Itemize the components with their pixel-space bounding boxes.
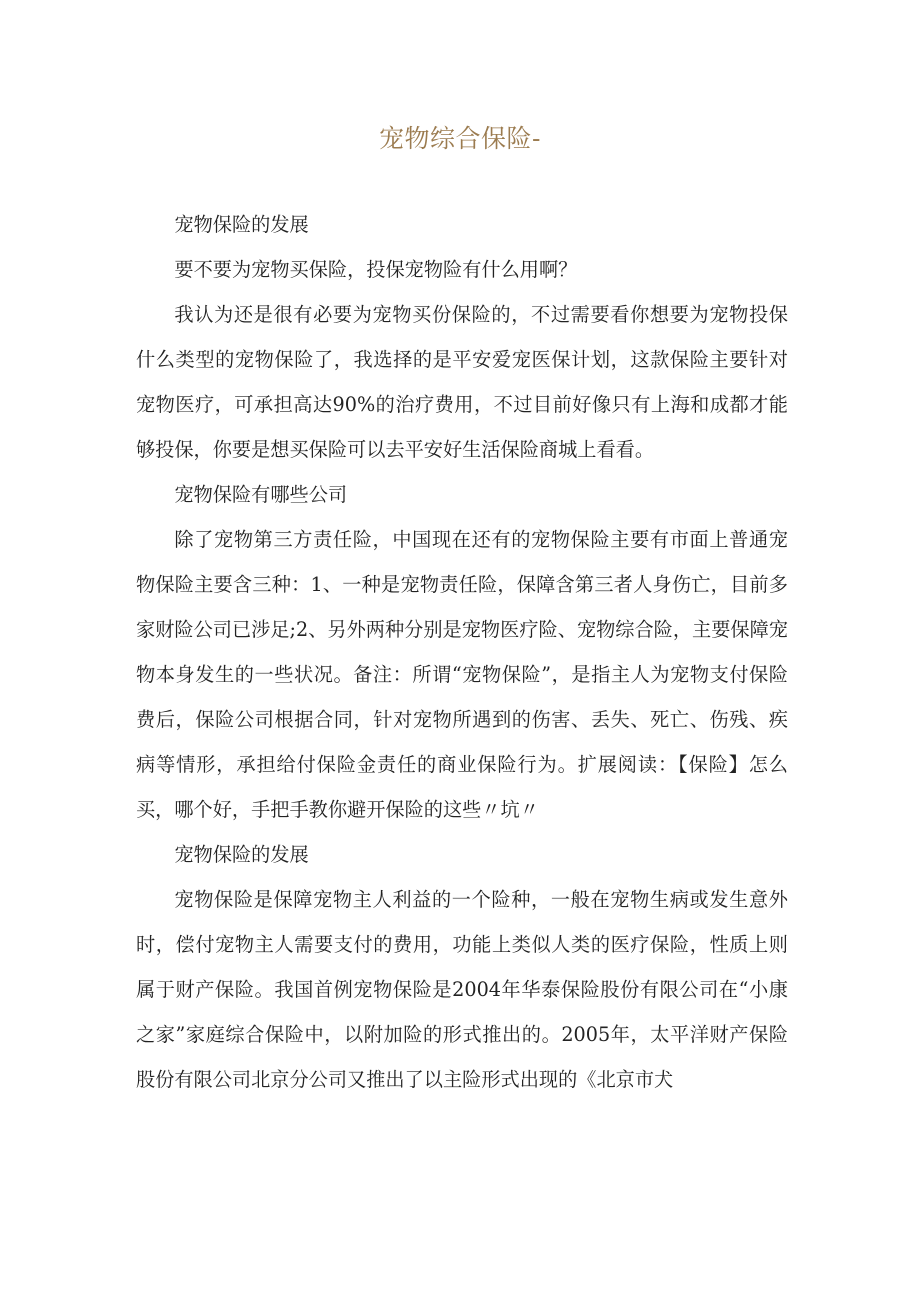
paragraph-question: 要不要为宠物买保险，投保宠物险有什么用啊？ <box>174 258 578 281</box>
paragraph-answer: 我认为还是很有必要为宠物买份保险的，不过需要看你想要为宠物投保什么类型的宠物保险了，我选择的是平安爱宠医保计划，这款保险主要针对宠物医疗，可承担高达90%的治疗费用，不过目前好像只有上海和成都才能够投保，你要是想买保险可以去平安好生活保险商城上看看。 <box>136 303 788 461</box>
paragraph-heading-companies: 宠物保险有哪些公司 <box>174 483 348 506</box>
document-title: 宠物综合保险- <box>379 124 541 153</box>
paragraph-heading-development: 宠物保险的发展 <box>174 213 309 236</box>
paragraph-development: 宠物保险是保障宠物主人利益的一个险种，一般在宠物生病或发生意外时，偿付宠物主人需要支付的费用，功能上类似人类的医疗保险，性质上则属于财产保险。我国首例宠物保险是2004年华泰保险股份有限公司在“小康之家”家庭综合保险中，以附加险的形式推出的。2005年，太平洋财产保险股份有限公司北京分公司又推出了以主险形式出现的《北京市犬 <box>136 888 788 1091</box>
document-body <box>136 202 788 1102</box>
paragraph-heading-development-2: 宠物保险的发展 <box>174 843 309 866</box>
paragraph-companies: 除了宠物第三方责任险，中国现在还有的宠物保险主要有市面上普通宠物保险主要含三种：1、一种是宠物责任险，保障含第三者人身伤亡，目前多家财险公司已涉足;2、另外两种分别是宠物医疗险、宠物综合险，主要保障宠物本身发生的一些状况。备注：所谓“宠物保险”，是指主人为宠物支付保险费后，保险公司根据合同，针对宠物所遇到的伤害、丢失、死亡、伤残、疾病等情形，承担给付保险金责任的商业保险行为。扩展阅读：【保险】怎么买，哪个好，手把手教你避开保险的这些〃坑〃 <box>136 528 788 821</box>
